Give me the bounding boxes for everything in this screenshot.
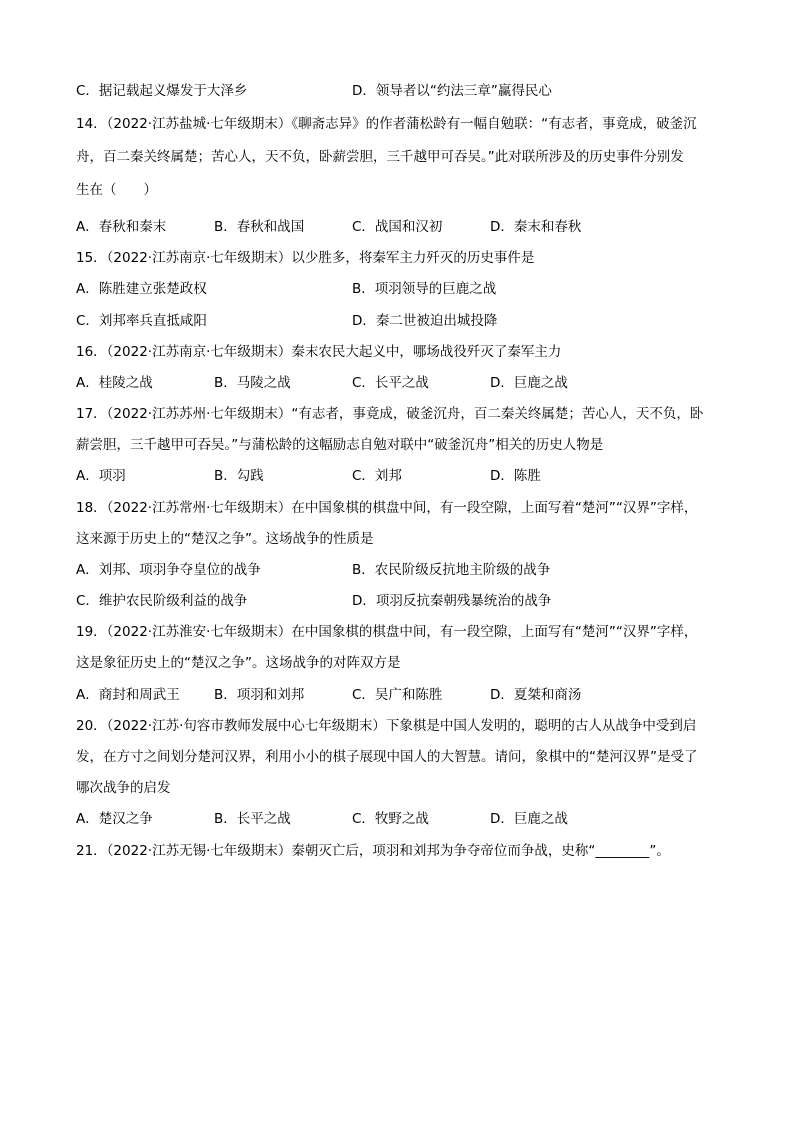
q19-option-a: A．商封和周武王 [76, 687, 180, 703]
q21-stem: 21．（2022·江苏无锡·七年级期末）秦朝灭亡后，项羽和刘邦为争夺帝位而争战，史称“________”。 [76, 843, 670, 859]
q18-option-b: B．农民阶级反抗地主阶级的战争 [352, 562, 551, 578]
q16-option-b: B．马陵之战 [214, 375, 291, 391]
q15-option-d: D．秦二世被迫出城投降 [352, 313, 498, 329]
q17-option-b: B．勾践 [214, 468, 264, 484]
q20-option-a: A．楚汉之争 [76, 811, 153, 827]
q16-option-d: D．巨鹿之战 [490, 375, 568, 391]
q16-stem: 16．（2022·江苏南京·七年级期末）秦末农民大起义中，哪场战役歼灭了秦军主力 [76, 344, 562, 360]
q15-options-row1 [76, 279, 716, 299]
q19-option-d: D．夏桀和商汤 [490, 687, 582, 703]
q20-option-b: B．长平之战 [214, 811, 291, 827]
q20-stem-line1: 20．（2022·江苏·句容市教师发展中心七年级期末）下象棋是中国人发明的，聪明的古人从战争中受到启 [76, 718, 697, 734]
q15-option-c: C．刘邦率兵直抵咸阳 [76, 313, 207, 329]
q20-options-row [76, 809, 716, 829]
q18-option-d: D．项羽反抗秦朝残暴统治的战争 [352, 593, 552, 609]
q16-option-c: C．长平之战 [352, 375, 429, 391]
q13-options-row [76, 81, 716, 101]
q18-option-a: A．刘邦、项羽争夺皇位的战争 [76, 562, 261, 578]
q20-option-d: D．巨鹿之战 [490, 811, 568, 827]
q18-stem-line1: 18．（2022·江苏常州·七年级期末）在中国象棋的棋盘中间，有一段空隙，上面写着“楚河”“汉界”字样， [76, 500, 698, 516]
q15-option-a: A．陈胜建立张楚政权 [76, 281, 207, 297]
q17-option-a: A．项羽 [76, 468, 126, 484]
q14-option-a: A．春秋和秦末 [76, 219, 167, 235]
q14-option-b: B．春秋和战国 [214, 219, 305, 235]
q19-stem-line2: 这是象征历史上的“楚汉之争”。这场战争的对阵双方是 [76, 655, 401, 671]
q19-option-b: B．项羽和刘邦 [214, 687, 305, 703]
q17-option-d: D．陈胜 [490, 468, 541, 484]
q18-options-row1 [76, 560, 716, 580]
q20-stem-line2: 发，在方寸之间划分楚河汉界，利用小小的棋子展现中国人的大智慧。请问，象棋中的“楚河汉界”是受了 [76, 749, 698, 765]
q18-options-row2 [76, 591, 716, 611]
q19-stem-line1: 19．（2022·江苏淮安·七年级期末）在中国象棋的棋盘中间，有一段空隙，上面写有“楚河”“汉界”字样， [76, 624, 698, 640]
q16-options-row [76, 373, 716, 393]
q19-option-c: C．吴广和陈胜 [352, 687, 443, 703]
q16-option-a: A．桂陵之战 [76, 375, 153, 391]
q17-stem-line2: 薪尝胆，三千越甲可吞吴。”与蒲松龄的这幅励志自勉对联中“破釜沉舟”相关的历史人物是 [76, 437, 604, 453]
q18-option-c: C．维护农民阶级利益的战争 [76, 593, 248, 609]
q20-stem-line3: 哪次战争的启发 [76, 780, 171, 796]
q14-stem-line2: 舟，百二秦关终属楚；苦心人，天不负，卧薪尝胆，三千越甲可吞吴。”此对联所涉及的历史事件分别发 [76, 149, 684, 165]
q14-option-d: D．秦末和春秋 [490, 219, 582, 235]
q14-stem-line1: 14．（2022·江苏盐城·七年级期末）《聊斋志异》的作者蒲松龄有一幅自勉联：“有志者，事竟成，破釜沉 [76, 116, 697, 132]
q17-stem-line1: 17．（2022·江苏苏州·七年级期末）“有志者，事竟成，破釜沉舟，百二秦关终属楚；苦心人，天不负，卧 [76, 406, 704, 422]
q17-options-row [76, 466, 716, 486]
q18-stem-line2: 这来源于历史上的“楚汉之争”。这场战争的性质是 [76, 531, 374, 547]
q13-option-d: D．领导者以“约法三章”赢得民心 [352, 83, 552, 99]
q14-options-row [76, 217, 716, 237]
q15-stem: 15．（2022·江苏南京·七年级期末）以少胜多，将秦军主力歼灭的历史事件是 [76, 250, 535, 266]
q13-option-c: C．据记载起义爆发于大泽乡 [76, 83, 248, 99]
q14-option-c: C．战国和汉初 [352, 219, 443, 235]
q17-option-c: C．刘邦 [352, 468, 402, 484]
q20-option-c: C．牧野之战 [352, 811, 429, 827]
q14-stem-line3: 生在（ ） [76, 182, 157, 198]
q15-option-b: B．项羽领导的巨鹿之战 [352, 281, 497, 297]
q19-options-row [76, 685, 716, 705]
q15-options-row2 [76, 311, 716, 331]
